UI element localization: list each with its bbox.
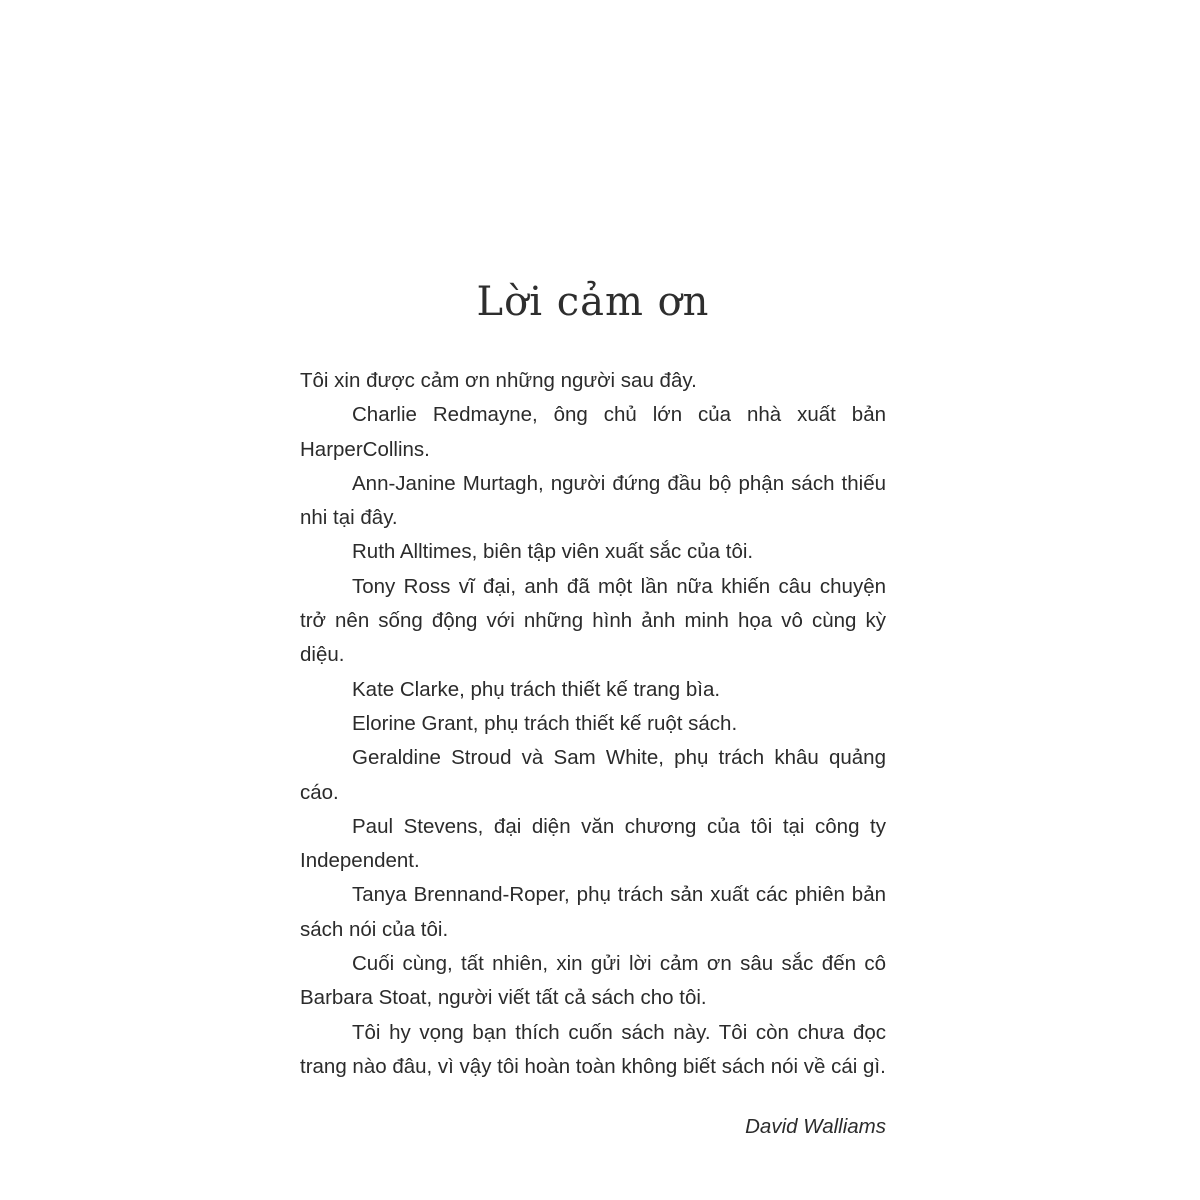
page-title: Lời cảm ơn [476,279,710,325]
acknowledgements-page [300,276,886,1144]
paragraph-intro: Tôi xin được cảm ơn những người sau đây. [300,369,697,392]
paragraph-kate-clarke: Kate Clarke, phụ trách thiết kế trang bìa. [352,677,721,701]
paragraph-tony-ross: Tony Ross vĩ đại, anh đã một lần nữa khiến câu chuyện trở nên sống động với những hình ảnh minh họa vô cùng kỳ diệu. [300,574,886,667]
author-signature: David Walliams [745,1115,886,1139]
paragraph-charlie-redmayne: Charlie Redmayne, ông chủ lớn của nhà xuất bản HarperCollins. [300,403,886,461]
paragraph-ann-janine-murtagh: Ann-Janine Murtagh, người đứng đầu bộ phận sách thiếu nhi tại đây. [300,471,886,530]
paragraph-tanya-brennand-roper: Tanya Brennand-Roper, phụ trách sản xuất các phiên bản sách nói của tôi. [300,883,886,941]
paragraph-barbara-stoat: Cuối cùng, tất nhiên, xin gửi lời cảm ơn sâu sắc đến cô Barbara Stoat, người viết tất cả sách cho tôi. [300,952,886,1010]
acknowledgements-body [300,364,886,1084]
paragraph-elorine-grant: Elorine Grant, phụ trách thiết kế ruột sách. [352,711,738,735]
paragraph-closing: Tôi hy vọng bạn thích cuốn sách này. Tôi còn chưa đọc trang nào đâu, vì vậy tôi hoàn toàn không biết sách nói về cái gì. [300,1020,886,1078]
paragraph-ruth-alltimes: Ruth Alltimes, biên tập viên xuất sắc của tôi. [352,540,754,564]
paragraph-paul-stevens: Paul Stevens, đại diện văn chương của tôi tại công ty Independent. [300,814,886,873]
paragraph-geraldine-stroud: Geraldine Stroud và Sam White, phụ trách khâu quảng cáo. [300,746,886,804]
